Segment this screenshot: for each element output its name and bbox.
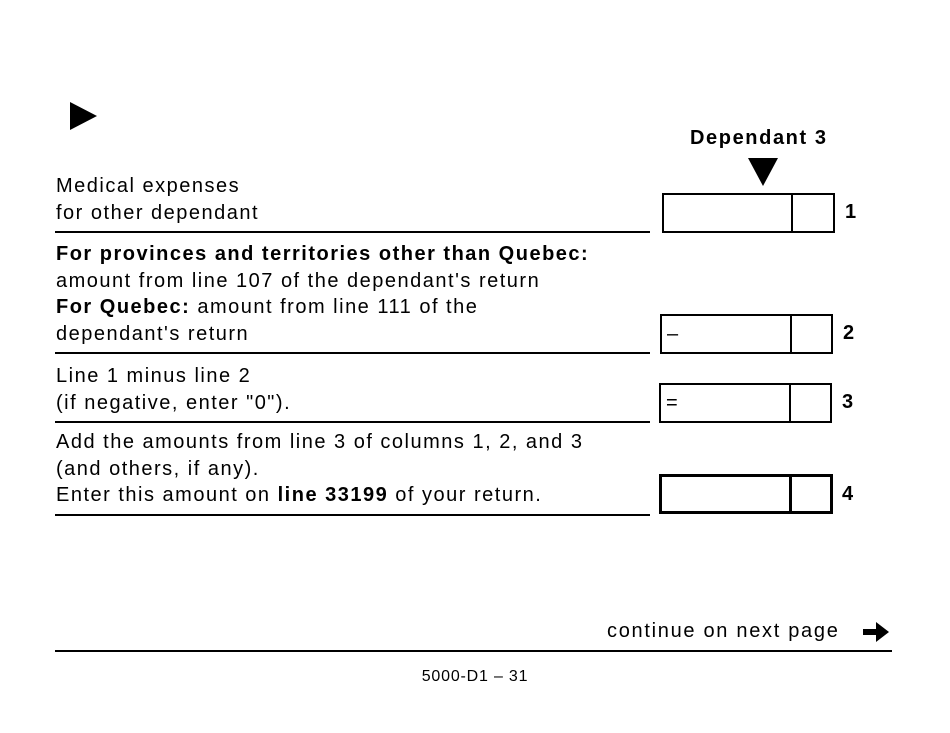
divider xyxy=(55,352,650,354)
line-2-label-bold: For provinces and territories other than Quebec: xyxy=(56,243,590,265)
footer-divider xyxy=(55,650,892,652)
minus-sign: – xyxy=(667,323,679,345)
equals-sign: = xyxy=(666,392,678,414)
line-1-label-text: for other dependant xyxy=(56,201,260,224)
line-4-label-text: Enter this amount on xyxy=(56,484,278,506)
line-3-amount-field[interactable] xyxy=(659,383,832,423)
line-3-label-text: (if negative, enter "0"). xyxy=(56,391,292,414)
line-number: 2 xyxy=(843,322,855,344)
line-2-label-text: amount from line 111 of the xyxy=(190,296,479,318)
line-1-label xyxy=(56,173,259,226)
line-1-label-text: Medical expenses xyxy=(56,175,241,197)
divider xyxy=(55,231,650,233)
line-2-label-text: amount from line 107 of the dependant's return xyxy=(56,269,541,292)
page-footer: 5000-D1 – 31 xyxy=(421,668,529,685)
line-4-label-bold: line 33199 xyxy=(277,484,389,506)
column-header: Dependant 3 xyxy=(690,127,828,149)
right-arrow-icon xyxy=(861,620,891,644)
divider xyxy=(55,421,650,423)
divider xyxy=(55,514,650,516)
cents-divider xyxy=(791,195,793,231)
line-2-amount-field[interactable] xyxy=(660,314,833,354)
line-4-amount-field[interactable] xyxy=(659,474,833,514)
line-4-label-text: Add the amounts from line 3 of columns 1, 2, and 3 xyxy=(56,431,584,453)
line-number: 1 xyxy=(845,201,857,223)
start-arrow-icon xyxy=(70,102,97,130)
line-number: 3 xyxy=(842,391,854,413)
continue-text: continue on next page xyxy=(607,620,840,642)
line-3-label xyxy=(56,363,291,416)
down-arrow-icon xyxy=(748,158,778,186)
line-2-label xyxy=(56,241,589,347)
line-4-label-text: (and others, if any). xyxy=(56,457,260,480)
line-4-label xyxy=(56,429,583,509)
line-4-label-text: of your return. xyxy=(388,484,543,506)
line-2-label-bold: For Quebec: xyxy=(56,296,191,318)
line-2-label-text: dependant's return xyxy=(56,322,250,345)
cents-divider xyxy=(789,477,792,511)
line-3-label-text: Line 1 minus line 2 xyxy=(56,365,252,387)
cents-divider xyxy=(789,385,791,421)
line-1-amount-field[interactable] xyxy=(662,193,835,233)
line-number: 4 xyxy=(842,483,854,505)
cents-divider xyxy=(790,316,792,352)
